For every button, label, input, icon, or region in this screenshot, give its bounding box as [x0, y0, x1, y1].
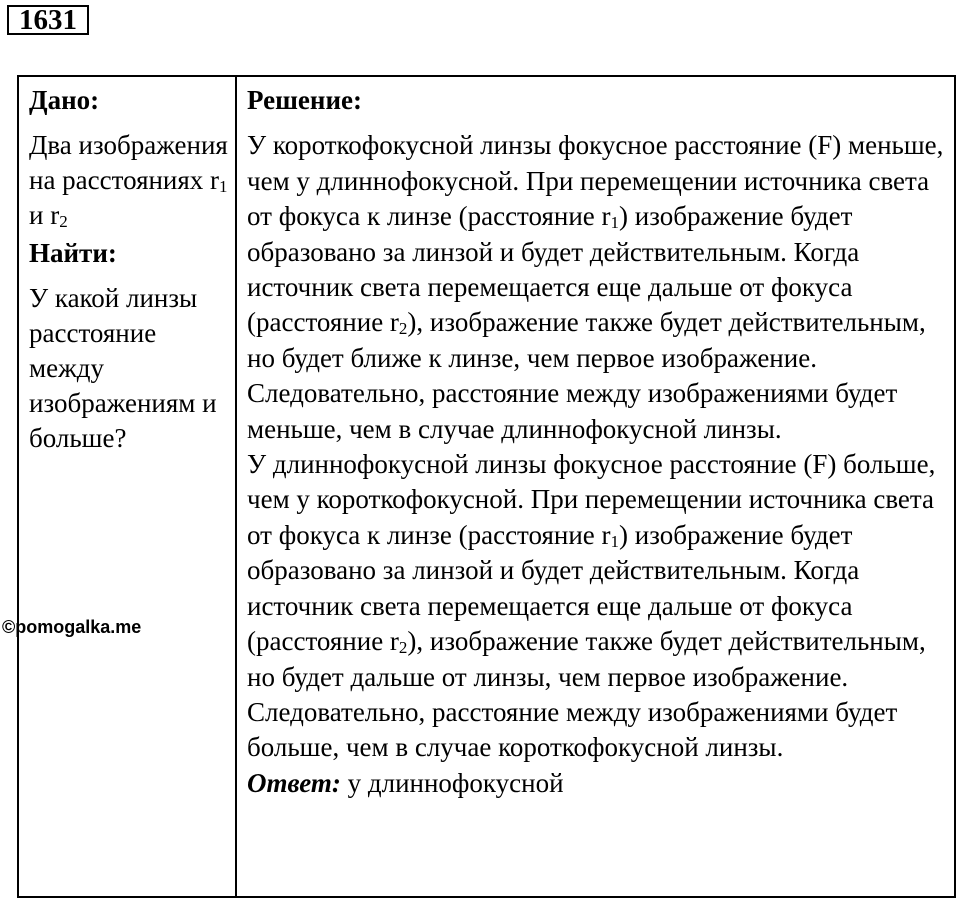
given-text-and: и r [29, 200, 60, 230]
solution-paragraph-2 [247, 447, 952, 766]
answer-text: у длиннофокусной [340, 767, 564, 798]
p2-sub-1: 1 [610, 531, 620, 551]
p2-sub-2: 2 [398, 638, 408, 658]
p2-part-b: ) изображение будет образовано за линзой и будет действительным. Когда источник света перемещается еще дальше от фокуса (расстояние r [247, 519, 860, 657]
p2-part-a: У длиннофокусной линзы фокусное расстояние (F) больше, чем у короткофокусной. При перемещении источника света от фокуса к линзе (расстояние r [247, 449, 936, 550]
given-text [29, 128, 229, 233]
p1-sub-1: 1 [610, 213, 620, 233]
find-text: У какой линзы расстояние между изображениям и больше? [29, 283, 217, 453]
answer-line [247, 766, 952, 801]
problem-number: 1631 [7, 5, 89, 35]
solution-column [247, 83, 952, 801]
p1-part-c: ), изображение также будет действительным, но будет ближе к линзе, чем первое изображение. Следовательно, расстояние между изображениями будет меньше, чем в случае длиннофокусной линзы. [247, 307, 926, 444]
column-divider [235, 77, 237, 896]
find-heading: Найти: [29, 238, 117, 268]
solution-table [17, 75, 956, 898]
p2-part-c: ), изображение также будет действительным, но будет дальше от линзы, чем первое изображение. Следовательно, расстояние между изображениями будет больше, чем в случае короткофокусной линзы. [247, 626, 926, 763]
given-sub-2: 2 [59, 212, 68, 231]
answer-label: Ответ: [247, 767, 341, 798]
solution-paragraph-1 [247, 128, 952, 447]
p1-part-b: ) изображение будет образовано за линзой и будет действительным. Когда источник света перемещается еще дальше от фокуса (расстояние r [247, 201, 860, 338]
p1-sub-2: 2 [398, 319, 408, 339]
solution-heading: Решение: [247, 85, 362, 115]
given-text-main: Два изображения на расстояниях r [29, 130, 228, 195]
given-heading: Дано: [29, 85, 100, 115]
given-column [29, 83, 229, 456]
p1-part-a: У короткофокусной линзы фокусное расстояние (F) меньше, чем у длиннофокусной. При перемещении источника света от фокуса к линзе (расстояние r [247, 130, 944, 232]
given-sub-1: 1 [219, 177, 228, 196]
watermark: ©pomogalka.me [2, 617, 142, 637]
